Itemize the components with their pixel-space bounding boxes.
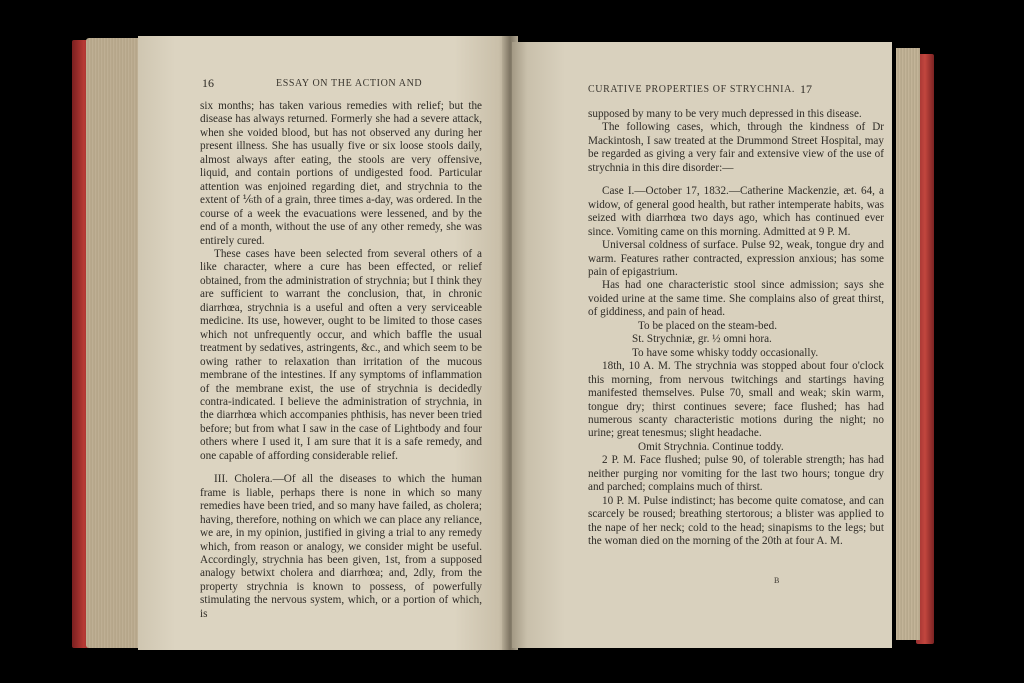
page-body	[588, 108, 884, 549]
page-edges-left	[86, 38, 144, 648]
page-number: 16	[202, 76, 214, 90]
prescription-line: St. Strychniæ, gr. ½ omni hora.	[632, 333, 772, 346]
running-head: ESSAY ON THE ACTION AND	[276, 78, 423, 89]
right-page	[512, 42, 892, 648]
paragraph: Case I.—October 17, 1832.—Catherine Mackenzie, æt. 64, a widow, of general good health, but rather intemperate habits, was seized with diarrhœa two days ago, which has continued ever since. Vomiting came on this morning. Admitted at 9 P. M.	[588, 185, 884, 238]
page-body	[200, 100, 482, 621]
left-page	[138, 36, 510, 650]
paragraph: six months; has taken various remedies with relief; but the disease has always returned. Formerly she had a severe attack, when she voided blood, but has not observed any during her present illness. She has usually five or six loose stools daily, almost always after eating, the stools are very offensive, liquid, and contain portions of undigested food. Particular attention was enjoined regarding diet, and strychnia to the extent of ⅙th of a grain, three times a-day, was ordered. In the course of a week the evacuations were lessened, and by the end of a month, without the use of any other remedy, she was entirely cured.	[200, 100, 482, 247]
paragraph: Universal coldness of surface. Pulse 92, weak, tongue dry and warm. Features rather contracted, expression anxious; has some pain of epigastrium.	[588, 239, 884, 278]
signature-mark: B	[774, 576, 780, 585]
prescription-line: Omit Strychnia. Continue toddy.	[638, 440, 784, 453]
paragraph: These cases have been selected from several others of a like character, where a cure has been effected, or relief obtained, from the administration of strychnia; but I think they are sufficient to warrant the conclusion, that, in chronic diarrhœa, strychnia is a useful and often a very serviceable medicine. Its use, however, ought to be limited to those cases which not unfrequently occur, and which baffle the usual treatment by sedatives, astringents, &c., and which seem to be owing rather to relaxation than irritation of the mucous membrane of the intestines. If any symptoms of inflammation of the membrane exist, the use of strychnia is decidedly contra-indicated. I believe the administration of strychnia, in the diarrhœa which accompanies phthisis, has never been tried before; but from what I saw in the case of Lightbody and four others where I used it, I am sure that it is a safe remedy, and one capable of affording considerable relief.	[200, 247, 482, 462]
paragraph: 10 P. M. Pulse indistinct; has become quite comatose, and can scarcely be roused; breathing stertorous; a blister was applied to the nape of her neck; cold to the head; sinapisms to the legs; but the woman died on the morning of the 20th at four A. M.	[588, 494, 884, 548]
paragraph: III. Cholera.—Of all the diseases to which the human frame is liable, perhaps there is none in which so many remedies have been tried, and so many have failed, as cholera; having, therefore, nothing on which we can place any reliance, we are, in my opinion, justified in giving a trial to any remedy which, from reason or analogy, we consider might be useful. Accordingly, strychnia has been given, 1st, from a supposed analogy betwixt cholera and diarrhœa; and, 2dly, from the property strychnia is known to possess, of powerfully stimulating the nervous system, which, or a portion of which, is	[200, 473, 482, 620]
paragraph: Has had one characteristic stool since admission; says she voided urine at the same time. She complains also of great thirst, of giddiness, and pain of head.	[588, 279, 884, 319]
prescription-line: To have some whisky toddy occasionally.	[632, 346, 819, 359]
paragraph: 2 P. M. Face flushed; pulse 90, of tolerable strength; has had neither purging nor vomiting for the last two hours; tongue dry and parched; complains much of thirst.	[588, 454, 884, 494]
paragraph: 18th, 10 A. M. The strychnia was stopped about four o'clock this morning, from nervous twitchings and startings having manifested themselves. Pulse 70, small and weak; skin warm, tongue dry; thirst continues severe; face flushed; has had numerous scanty characteristic motions during the night; no urine; great tenesmus; slight headache.	[588, 360, 884, 440]
paragraph: The following cases, which, through the kindness of Dr Mackintosh, I saw treated at the Drummond Street Hospital, may be regarded as giving a very fair and extensive view of the use of strychnia in this dire disorder:—	[588, 121, 884, 174]
prescription-line: To be placed on the steam-bed.	[638, 319, 778, 332]
page-edges-right	[896, 48, 920, 640]
page-number: 17	[800, 82, 812, 96]
open-book	[72, 36, 934, 652]
paragraph: supposed by many to be very much depressed in this disease.	[588, 108, 862, 120]
running-head: CURATIVE PROPERTIES OF STRYCHNIA.	[588, 84, 796, 95]
